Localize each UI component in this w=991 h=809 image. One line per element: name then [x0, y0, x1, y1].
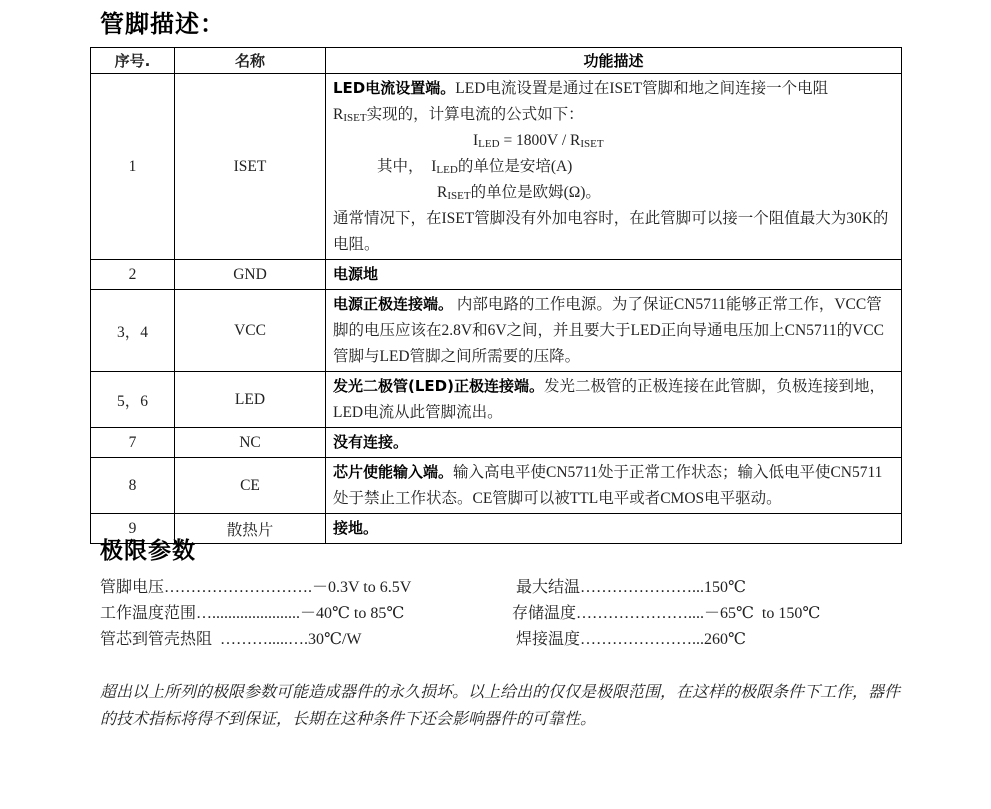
- pin-description-title: 管脚描述：: [100, 10, 225, 38]
- unit-text: 其中， I: [377, 158, 437, 175]
- pin-no: 1: [91, 74, 175, 260]
- table-header-row: [91, 48, 902, 74]
- desc-bold: 接地。: [333, 519, 379, 537]
- desc-bold: 芯片使能输入端。: [333, 463, 454, 481]
- limit-value: －65℃ to 150℃: [704, 605, 821, 622]
- limit-label: 最大结温: [512, 579, 581, 596]
- pin-name: LED: [175, 372, 326, 428]
- desc-line: 通常情况下，在ISET管脚没有外加电容时，在此管脚可以接一个阻值最大为30K的电阻。: [333, 210, 889, 253]
- subscript: LED: [478, 138, 500, 150]
- desc-text: 实现的，计算电流的公式如下：: [366, 106, 584, 123]
- limit-item: [512, 627, 820, 653]
- pin-no: 3，4: [91, 290, 175, 372]
- limit-label: 存储温度: [512, 605, 577, 622]
- pin-name: GND: [175, 260, 326, 290]
- limits-left-column: [100, 575, 411, 653]
- table-row: [91, 290, 902, 372]
- desc-bold: LED电流设置端。: [333, 79, 456, 97]
- table-row: [91, 260, 902, 290]
- pin-desc: [326, 74, 902, 260]
- leader-dots: ……………………….: [164, 579, 313, 596]
- pin-desc: [326, 290, 902, 372]
- unit-text: 的单位是欧姆(Ω)。: [470, 184, 601, 201]
- pin-no: 8: [91, 458, 175, 514]
- subscript: ISET: [580, 138, 604, 150]
- limit-value: 150℃: [704, 579, 746, 596]
- leader-dots: ……….....….: [216, 631, 309, 648]
- pin-no: 2: [91, 260, 175, 290]
- desc-text: 输入高电平使CN5711处于正常工作状态；输入低电平使CN5711处于禁止工作状态。CE管脚可以被TTL电平或者CMOS电平驱动。: [333, 464, 883, 507]
- pin-desc: [326, 260, 902, 290]
- pin-desc: [326, 514, 902, 544]
- unit-text: 的单位是安培(A): [457, 158, 573, 175]
- limit-label: 管芯到管壳热阻: [100, 631, 217, 648]
- symbol-r: R: [437, 184, 448, 201]
- limit-value: 30℃/W: [308, 631, 362, 648]
- pin-no: 5，6: [91, 372, 175, 428]
- limit-label: 工作温度范围: [100, 605, 197, 622]
- pin-name: 散热片: [175, 514, 326, 544]
- pin-desc: [326, 372, 902, 428]
- pin-desc: [326, 458, 902, 514]
- desc-line: [333, 102, 895, 128]
- formula-line: [333, 128, 895, 154]
- unit-line: [333, 154, 895, 180]
- limit-value: －0.3V to 6.5V: [312, 579, 412, 596]
- desc-text: 内部电路的工作电源。为了保证CN5711能够正常工作，VCC管脚的电压应该在2.8V和6V之间，并且要大于LED正向导通电压加上CN5711的VCC管脚与LED管脚之间所需要的压降。: [333, 296, 884, 365]
- limit-item: [100, 627, 411, 653]
- symbol-i: I: [473, 132, 479, 149]
- desc-bold: 电源地: [333, 265, 379, 283]
- formula-text: = 1800V / R: [499, 132, 581, 149]
- unit-line: [333, 180, 895, 206]
- limit-label: 管脚电压: [100, 579, 165, 596]
- desc-line: [333, 75, 895, 102]
- leader-dots: …......................: [196, 605, 301, 622]
- leader-dots: …………………...: [580, 579, 705, 596]
- limit-label: 焊接温度: [512, 631, 581, 648]
- limits-right-column: [512, 575, 820, 653]
- leader-dots: …………………....: [576, 605, 705, 622]
- limit-item: [512, 601, 820, 627]
- pin-no: 7: [91, 428, 175, 458]
- pin-name: NC: [175, 428, 326, 458]
- table-row: [91, 74, 902, 260]
- pin-name: CE: [175, 458, 326, 514]
- desc-bold: 发光二极管(LED)正极连接端。: [333, 377, 544, 395]
- leader-dots: …………………...: [580, 631, 705, 648]
- header-desc: 功能描述: [326, 48, 902, 74]
- absolute-max-ratings-title: 极限参数: [100, 538, 196, 564]
- subscript: ISET: [343, 112, 367, 124]
- pin-name: VCC: [175, 290, 326, 372]
- header-name: 名称: [175, 48, 326, 74]
- pin-description-table: [90, 47, 902, 544]
- limit-value: 260℃: [704, 631, 746, 648]
- symbol-r: R: [333, 106, 344, 123]
- header-no: 序号.: [91, 48, 175, 74]
- pin-desc: [326, 428, 902, 458]
- table-row: [91, 458, 902, 514]
- table-row: [91, 514, 902, 544]
- table-row: [91, 428, 902, 458]
- limit-item: [100, 601, 411, 627]
- desc-text: LED电流设置是通过在ISET管脚和地之间连接一个电阻: [455, 80, 829, 97]
- limit-value: －40℃ to 85℃: [300, 605, 405, 622]
- limits-warning-note: 超出以上所列的极限参数可能造成器件的永久损坏。以上给出的仅仅是极限范围，在这样的极限条件下工作，器件的技术指标将得不到保证，长期在这种条件下还会影响器件的可靠性。: [100, 682, 901, 728]
- limit-item: [512, 575, 820, 601]
- desc-text: 发光二极管的正极连接在此管脚，负极连接到地，LED电流从此管脚流出。: [333, 378, 885, 421]
- limit-item: [100, 575, 411, 601]
- table-row: [91, 372, 902, 428]
- desc-bold: 没有连接。: [333, 433, 409, 451]
- subscript: ISET: [447, 190, 471, 202]
- pin-no: 9: [91, 514, 175, 544]
- desc-bold: 电源正极连接端。: [333, 295, 454, 313]
- pin-name: ISET: [175, 74, 326, 260]
- subscript: LED: [436, 164, 458, 176]
